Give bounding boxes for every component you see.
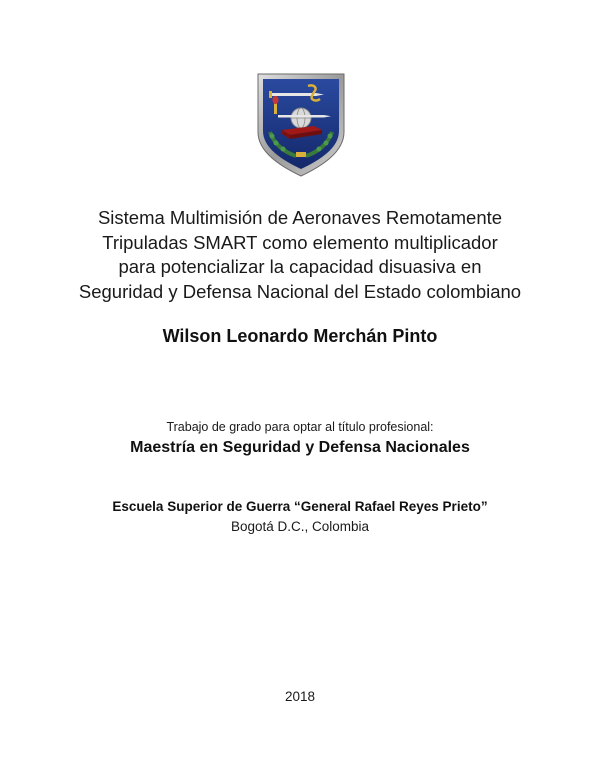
degree-name: Maestría en Seguridad y Defensa Nacionales	[130, 439, 470, 456]
institution-location: Bogotá D.C., Colombia	[230, 519, 370, 534]
shield-crest-icon	[256, 72, 346, 178]
degree-intro: Trabajo de grado para optar al título profesional:	[166, 420, 434, 434]
title-line-1: Sistema Multimisión de Aeronaves Remotamente	[97, 207, 503, 228]
institution-name: Escuela Superior de Guerra “General Rafael Reyes Prieto”	[112, 499, 488, 514]
title-line-4: Seguridad y Defensa Nacional del Estado colombiano	[78, 280, 522, 302]
thesis-title	[40, 206, 560, 304]
title-line-2: Tripuladas SMART como elemento multiplicador	[102, 231, 498, 253]
title-line-3: para potencializar la capacidad disuasiva en	[118, 256, 482, 277]
publication-year: 2018	[284, 689, 316, 704]
author-name: Wilson Leonardo Merchán Pinto	[162, 326, 438, 346]
